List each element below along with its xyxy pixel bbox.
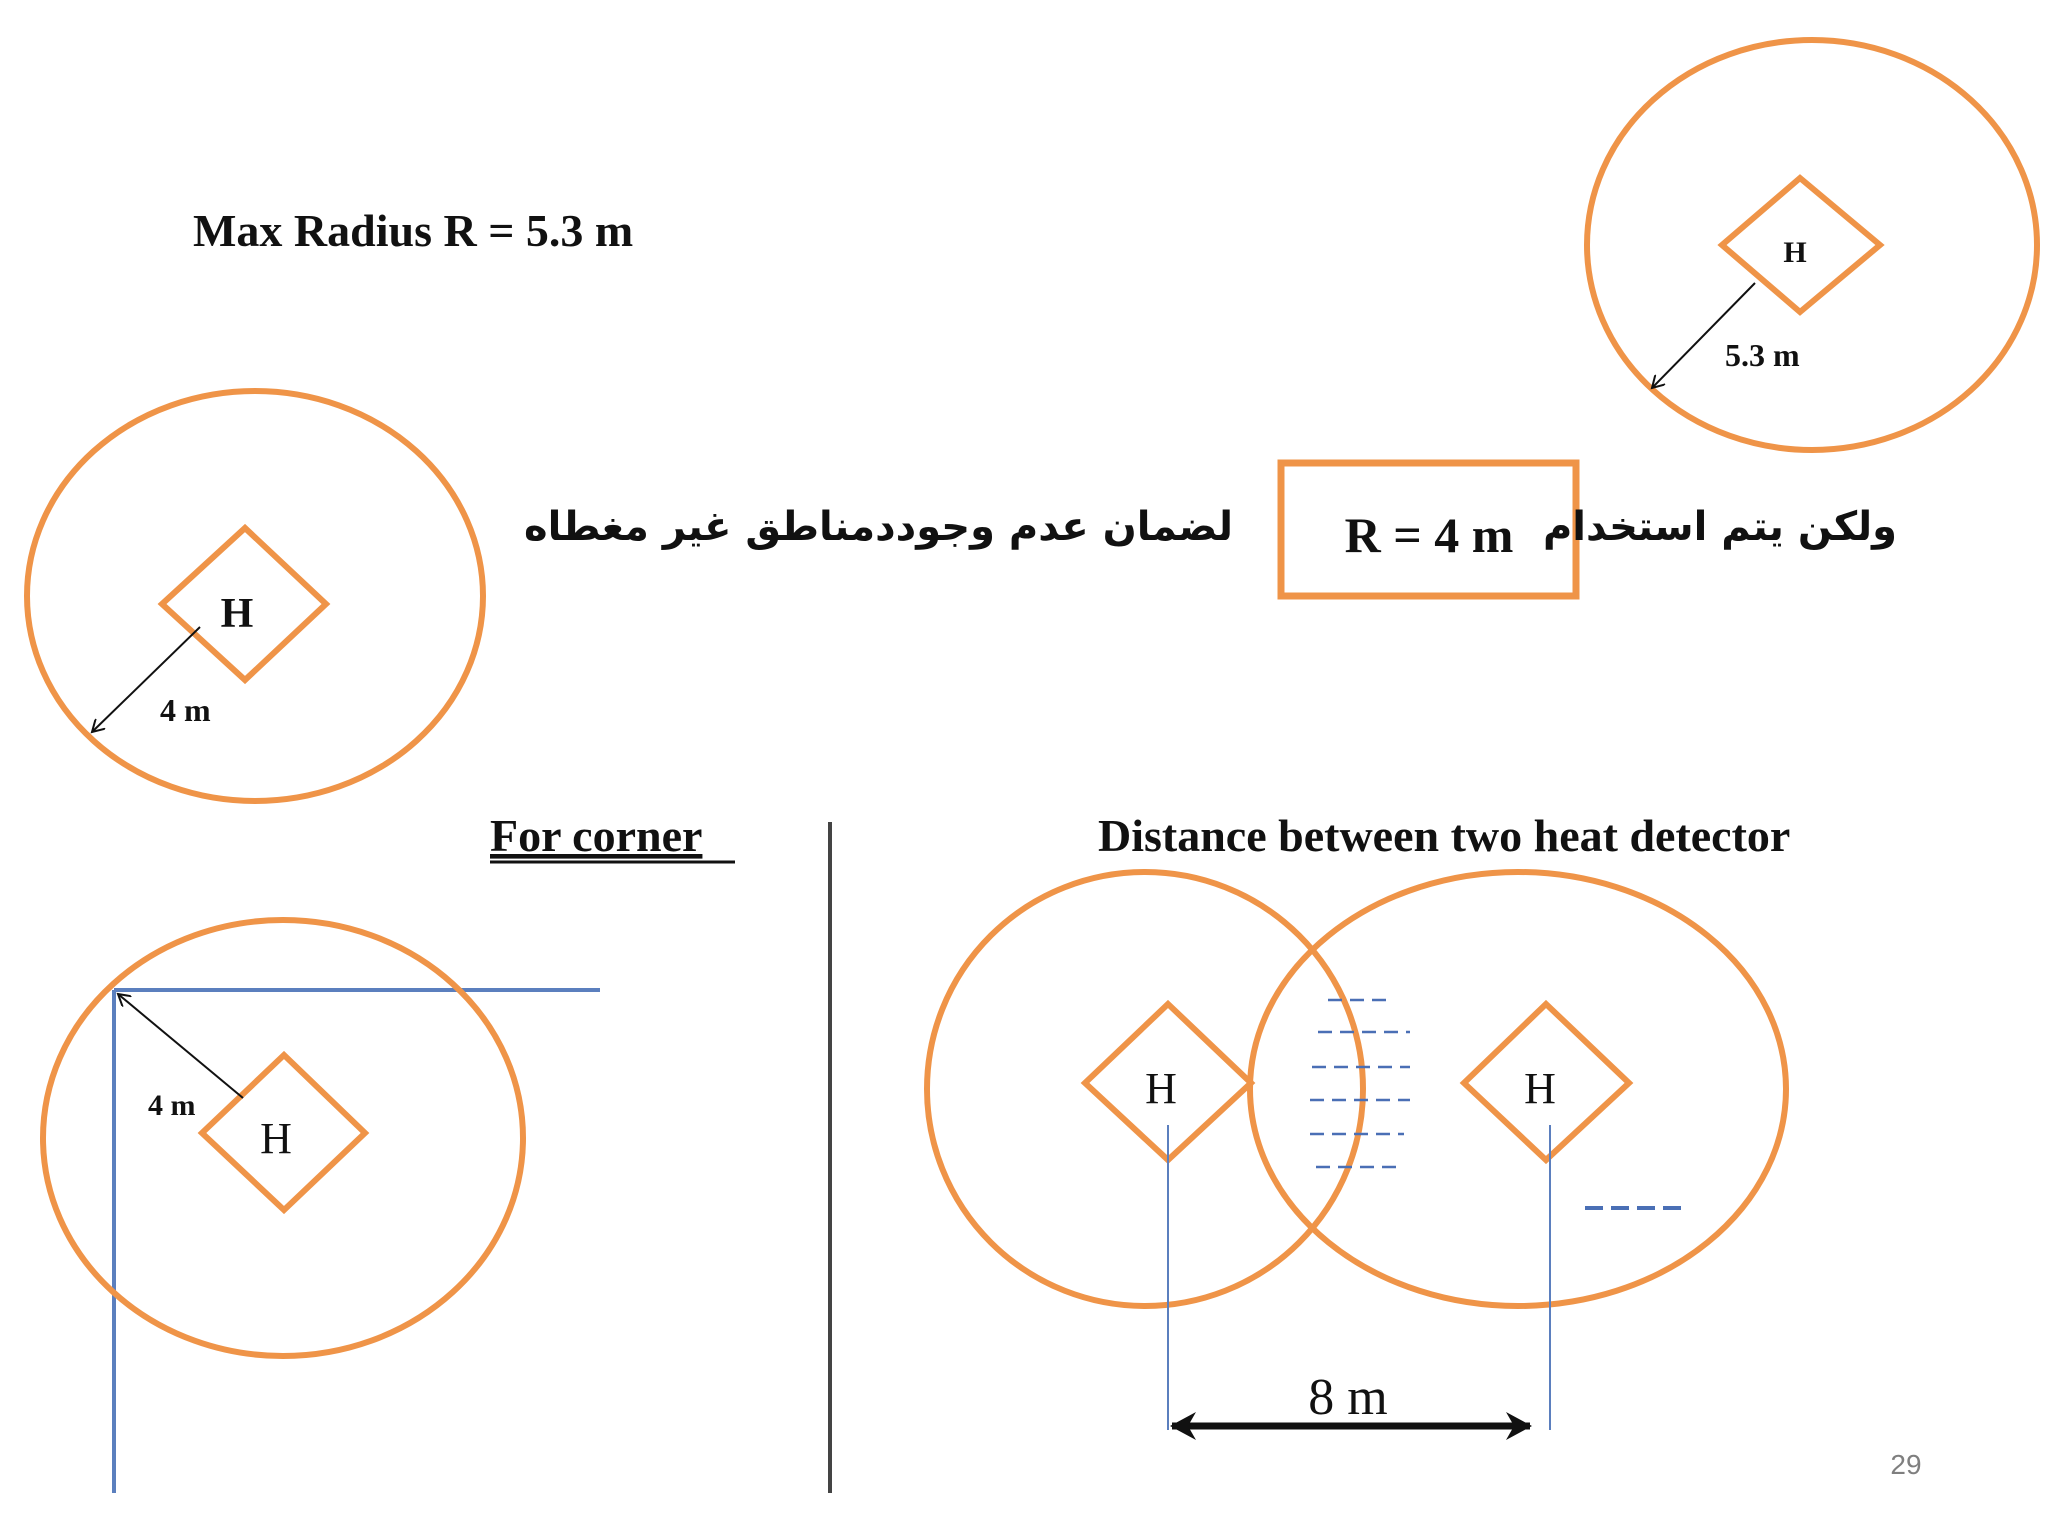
page-number: 29 (1890, 1449, 1922, 1480)
radius-label-top-right: 5.3 m (1725, 337, 1800, 373)
arabic-text-coverage: لضمان عدم وجوددمناطق غير مغطاه (523, 504, 1233, 550)
detector-label-left: H (1145, 1064, 1177, 1113)
boxed-radius-text: R = 4 m (1344, 507, 1514, 563)
corner-title: For corner (490, 810, 703, 861)
top-right-coverage-group (1587, 40, 2037, 450)
coverage-circle-right (1250, 872, 1786, 1306)
max-radius-text: Max Radius R = 5.3 m (193, 205, 634, 256)
radius-label-corner: 4 m (148, 1089, 196, 1122)
distance-label: 8 m (1308, 1369, 1388, 1426)
detector-label-corner: H (260, 1114, 292, 1163)
radius-label-middle-left: 4 m (160, 692, 211, 728)
coverage-circle-top-right (1587, 40, 2037, 450)
distance-coverage-group (927, 872, 1786, 1430)
radius-arrow-corner (118, 994, 243, 1098)
detector-label-right: H (1524, 1064, 1556, 1113)
middle-left-coverage-group (27, 391, 483, 801)
corner-coverage-group (43, 920, 600, 1493)
detector-label-top-right: H (1783, 236, 1807, 269)
detector-label-middle-left: H (220, 591, 254, 637)
coverage-circle-middle-left (27, 391, 483, 801)
distance-title: Distance between two heat detector (1098, 810, 1791, 861)
arabic-text-but-used: ولكن يتم استخدام (1542, 504, 1897, 550)
